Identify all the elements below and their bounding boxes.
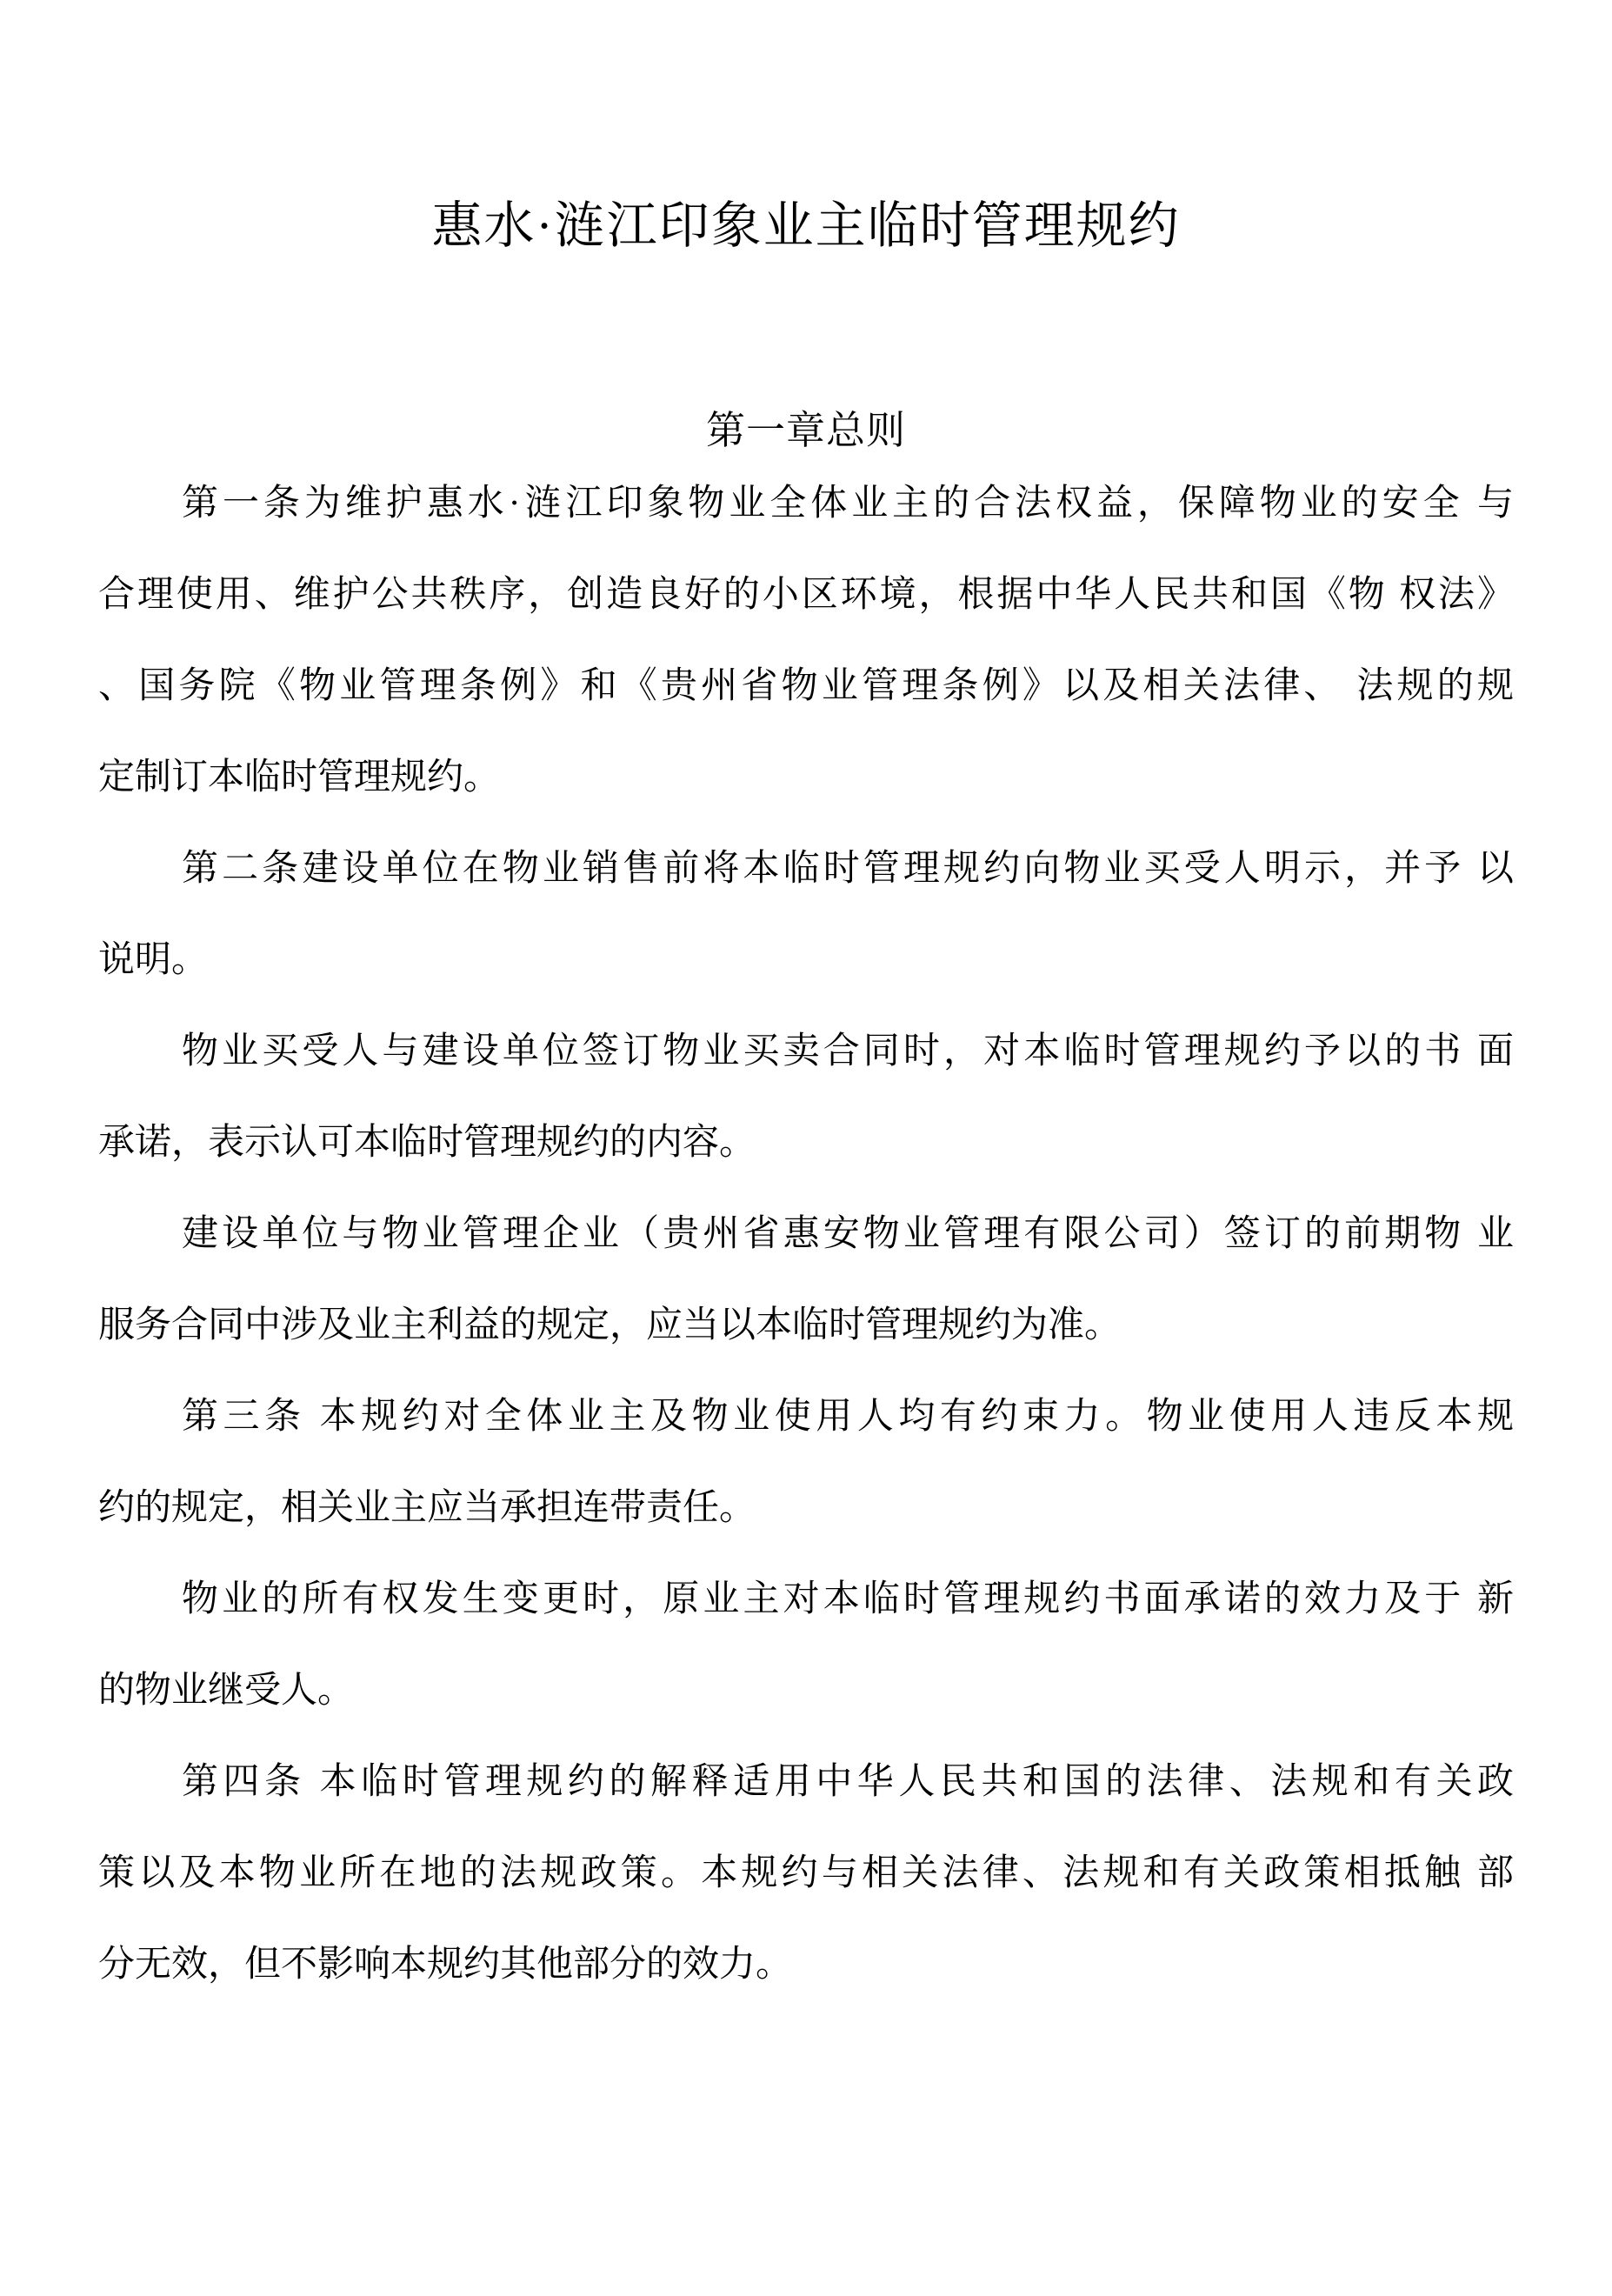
body-line: 第二条建设单位在物业销售前将本临时管理规约向物业买受人明示，并予 以 xyxy=(182,849,1514,889)
chapter-heading: 第一章总则 xyxy=(705,409,906,452)
body-line: 策以及本物业所在地的法规政策。本规约与相关法律、法规和有关政策相抵触 部 xyxy=(98,1853,1514,1893)
body-line: 分无效，但不影响本规约其他部分的效力。 xyxy=(98,1945,793,1985)
body-line: 说明。 xyxy=(98,940,209,980)
body-line: 定制订本临时管理规约。 xyxy=(98,758,501,798)
body-line: 的物业继受人。 xyxy=(98,1671,355,1711)
body-line: 约的规定，相关业主应当承担连带责任。 xyxy=(98,1488,756,1528)
body-line: 服务合同中涉及业主利益的规定，应当以本临时管理规约为准。 xyxy=(98,1305,1122,1345)
body-line: 、国务院《物业管理条例》和《贵州省物业管理条例》以及相关法律、 法规的规 xyxy=(98,666,1514,706)
document-title: 惠水·涟江印象业主临时管理规约 xyxy=(431,197,1181,254)
body-line: 承诺，表示认可本临时管理规约的内容。 xyxy=(98,1123,756,1163)
body-line: 建设单位与物业管理企业（贵州省惠安物业管理有限公司）签订的前期物 业 xyxy=(182,1214,1514,1254)
body-line: 物业的所有权发生变更时，原业主对本临时管理规约书面承诺的效力及于 新 xyxy=(182,1579,1514,1619)
body-line: 合理使用、维护公共秩序，创造良好的小区环境，根据中华人民共和国《物 权法》 xyxy=(98,575,1514,615)
body-line: 第三条 本规约对全体业主及物业使用人均有约束力。物业使用人违反本规 xyxy=(182,1397,1514,1437)
document-body xyxy=(98,458,1514,2011)
body-line: 第四条 本临时管理规约的解释适用中华人民共和国的法律、法规和有关政 xyxy=(182,1762,1514,1802)
body-line: 第一条为维护惠水·涟江印象物业全体业主的合法权益，保障物业的安全 与 xyxy=(182,484,1514,524)
body-line: 物业买受人与建设单位签订物业买卖合同时，对本临时管理规约予以的书 面 xyxy=(182,1031,1514,1071)
